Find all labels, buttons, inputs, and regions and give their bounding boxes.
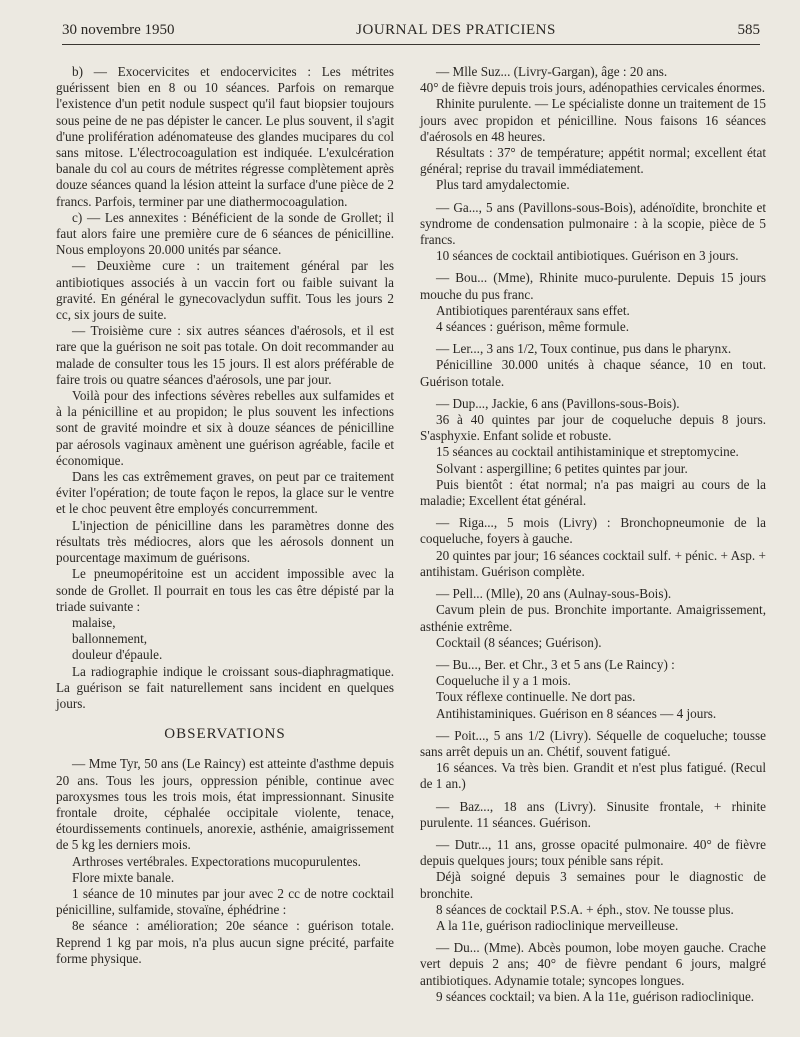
- observation-line: 10 séances de cocktail antibiotiques. Guérison en 3 jours.: [436, 248, 739, 264]
- paragraph-pneumoperitoine: Le pneumopéritoine est un accident impossible avec la sonde de Grollet. Il pourrait en tous les cas être dépisté par la triade suivante :: [56, 566, 394, 614]
- paragraph-annexites: c) — Les annexites : Bénéficient de la sonde de Grollet; il faut alors faire une première cure de 6 séances de pénicilline. Nous employons 20.000 unités par séance.: [56, 209, 394, 258]
- observation-line: Plus tard amydalectomie.: [436, 177, 570, 193]
- observation-pell: — Pell... (Mlle), 20 ans (Aulnay-sous-Bois).: [436, 586, 672, 602]
- observation-bu: — Bu..., Ber. et Chr., 3 et 5 ans (Le Raincy) :: [436, 656, 675, 672]
- observation-line: 8e séance : amélioration; 20e séance : guérison totale. Reprend 1 kg par mois, n'a plus aucun signe précité, parfaite forme physique.: [56, 918, 394, 966]
- left-column: [56, 64, 394, 967]
- observation-line: Flore mixte banale.: [72, 869, 175, 885]
- observation-baz: — Baz..., 18 ans (Livry). Sinusite frontale, + rhinite purulente. 11 séances. Guérison.: [420, 798, 766, 830]
- observation-line: 4 séances : guérison, même formule.: [436, 319, 629, 335]
- running-header: [62, 22, 760, 45]
- paragraph-cas-graves: Dans les cas extrêmement graves, on peut par ce traitement éviter l'opération; de toute façon le repos, la glace sur le ventre et le choc peuvent être employés concurremment.: [56, 469, 394, 517]
- paragraph-exocervicites: b) — Exocervicites et endocervicites : Les métrites guérissent bien en 8 ou 10 séances. Parfois on remarque l'existence d'un petit nodule suspect qu'il faut biopsier toujours sous peine de ne pas dépister le cancer. Le plus souvent, il s'agit d'une prolifération adénomateuse des glandes mucipares du col sans mitose. L'électrocoagulation est indiquée. L'exulcération banale du col au cours de métrites régresse complètement après douze séances quand la lésion atteint la surface d'une pièce de 2 francs. Parfois, terminer par une diathermocoagulation.: [56, 64, 394, 209]
- observation-riga: — Riga..., 5 mois (Livry) : Bronchopneumonie de la coqueluche, foyers à gauche.: [420, 515, 766, 547]
- observation-mlle-suz: — Mlle Suz... (Livry-Gargan), âge : 20 ans.: [436, 64, 668, 79]
- paragraph-injection: L'injection de pénicilline dans les paramètres donne des résultats très médiocres, alors que les aérosols donnent un pourcentage maximum de guérisons.: [56, 517, 394, 566]
- observation-line: Solvant : aspergilline; 6 petites quintes par jour.: [436, 460, 688, 476]
- observation-line: Cocktail (8 séances; Guérison).: [436, 634, 602, 650]
- right-column: [420, 64, 766, 1005]
- observation-line: Antihistaminiques. Guérison en 8 séances — 4 jours.: [436, 705, 717, 721]
- observation-line: Antibiotiques parentéraux sans effet.: [436, 302, 630, 318]
- observation-bou: — Bou... (Mme), Rhinite muco-purulente. Depuis 15 jours mouche du pus franc.: [420, 270, 766, 302]
- observation-dup: — Dup..., Jackie, 6 ans (Pavillons-sous-Bois).: [436, 395, 680, 411]
- observation-line: 40° de fièvre depuis trois jours, adénopathies cervicales énormes.: [420, 80, 766, 96]
- observation-line: Cavum plein de pus. Bronchite importante. Amaigrissement, asthénie extrême.: [420, 602, 766, 634]
- page-number: 585: [737, 22, 760, 38]
- observation-mme-tyr: — Mme Tyr, 50 ans (Le Raincy) est atteinte d'asthme depuis 20 ans. Tous les jours, oppression pénible, continue avec paroxysmes tous les trois mois, état impressionnant. Sinusite frontale droite, céphalée occipitale violente, tenace, étourdissements continuels, anorexie, asthénie, amaigrissement de 5 kg les derniers mois.: [56, 756, 394, 853]
- header-date: 30 novembre 1950: [62, 22, 175, 38]
- observation-line: 36 à 40 quintes par jour de coqueluche depuis 8 jours. S'asphyxie. Enfant solide et robuste.: [420, 412, 766, 444]
- observation-line: 9 séances cocktail; va bien. A la 11e, guérison radioclinique.: [436, 988, 755, 1004]
- triad-item: ballonnement,: [72, 631, 148, 647]
- observation-line: 16 séances. Va très bien. Grandit et n'est plus fatigué. (Recul de 1 an.): [420, 760, 766, 792]
- observation-ler: — Ler..., 3 ans 1/2, Toux continue, pus dans le pharynx.: [436, 341, 732, 357]
- triad-item: douleur d'épaule.: [72, 647, 163, 663]
- observation-poit: — Poit..., 5 ans 1/2 (Livry). Séquelle de coqueluche; tousse sans arrêt depuis un an. Chétif, souvent fatigué.: [420, 727, 766, 759]
- observation-line: Résultats : 37° de température; appétit normal; excellent état général; reprise du travail immédiatement.: [420, 145, 766, 177]
- observation-line: Coqueluche il y a 1 mois.: [436, 673, 571, 689]
- header-journal-title: JOURNAL DES PRATICIENS: [356, 22, 556, 38]
- observation-line: Rhinite purulente. — Le spécialiste donne un traitement de 15 jours avec propidon et pénicilline. Nous faisons 16 séances d'aérosols en 48 heures.: [420, 96, 766, 144]
- observation-line: Arthroses vertébrales. Expectorations mucopurulentes.: [72, 853, 361, 869]
- observation-line: 1 séance de 10 minutes par jour avec 2 cc de notre cocktail pénicilline, sulfamide, stovaïne, éphédrine :: [56, 885, 394, 918]
- paragraph-troisieme-cure: — Troisième cure : six autres séances d'aérosols, et il est rare que la guérison ne soit pas totale. On doit recommander au malade de consulter tous les 15 jours. Il est alors préférable de faire trois ou quatre séances d'aérosols, une par jour.: [56, 323, 394, 387]
- observation-line: 15 séances au cocktail antihistaminique et streptomycine.: [436, 444, 739, 460]
- observation-dutr: — Dutr..., 11 ans, grosse opacité pulmonaire. 40° de fièvre depuis quelques jours; toux pénible sans répit.: [420, 836, 766, 869]
- observation-line: 8 séances de cocktail P.S.A. + éph., stov. Ne tousse plus.: [436, 901, 734, 917]
- observation-line: A la 11e, guérison radioclinique merveilleuse.: [436, 917, 679, 933]
- observation-line: Toux réflexe continuelle. Ne dort pas.: [436, 689, 636, 705]
- paragraph-infections: Voilà pour des infections sévères rebelles aux sulfamides et à la pénicilline et au propidon; le plus souvent les infections sont de gravité moindre et six à douze séances de pénicilline par aérosols vaginaux amènent une guérison agréable, facile et économique.: [56, 388, 394, 468]
- paragraph-radiographie: La radiographie indique le croissant sous-diaphragmatique. La guérison se fait naturellement sans incident en quelques jours.: [56, 663, 394, 711]
- observation-du: — Du... (Mme). Abcès poumon, lobe moyen gauche. Crache vert depuis 2 ans; 40° de fièvre pendant 6 jours, malgré antibiotiques. Adynamie totale; syncopes longues.: [420, 940, 766, 988]
- observation-line: Déjà soigné depuis 3 semaines pour le diagnostic de bronchite.: [420, 869, 766, 901]
- observation-line: Pénicilline 30.000 unités à chaque séance, 10 en tout. Guérison totale.: [420, 357, 766, 389]
- observation-line: Puis bientôt : état normal; n'a pas maigri au cours de la maladie; Excellent état général.: [420, 476, 766, 509]
- observation-ga: — Ga..., 5 ans (Pavillons-sous-Bois), adénoïdite, bronchite et syndrome de condensation pulmonaire : à la scopie, pièce de 5 francs.: [420, 199, 766, 248]
- section-heading-observations: OBSERVATIONS: [164, 726, 286, 743]
- paragraph-deuxieme-cure: — Deuxième cure : un traitement général par les antibiotiques associés à un vaccin fort ou faible suivant la gravité. En général le gynecovaclydun suffit. Tous les jours 2 cc, six jours de suite.: [56, 258, 394, 323]
- observation-line: 20 quintes par jour; 16 séances cocktail sulf. + pénic. + Asp. + antihistam. Guérison complète.: [420, 547, 766, 579]
- triad-item: malaise,: [72, 614, 116, 630]
